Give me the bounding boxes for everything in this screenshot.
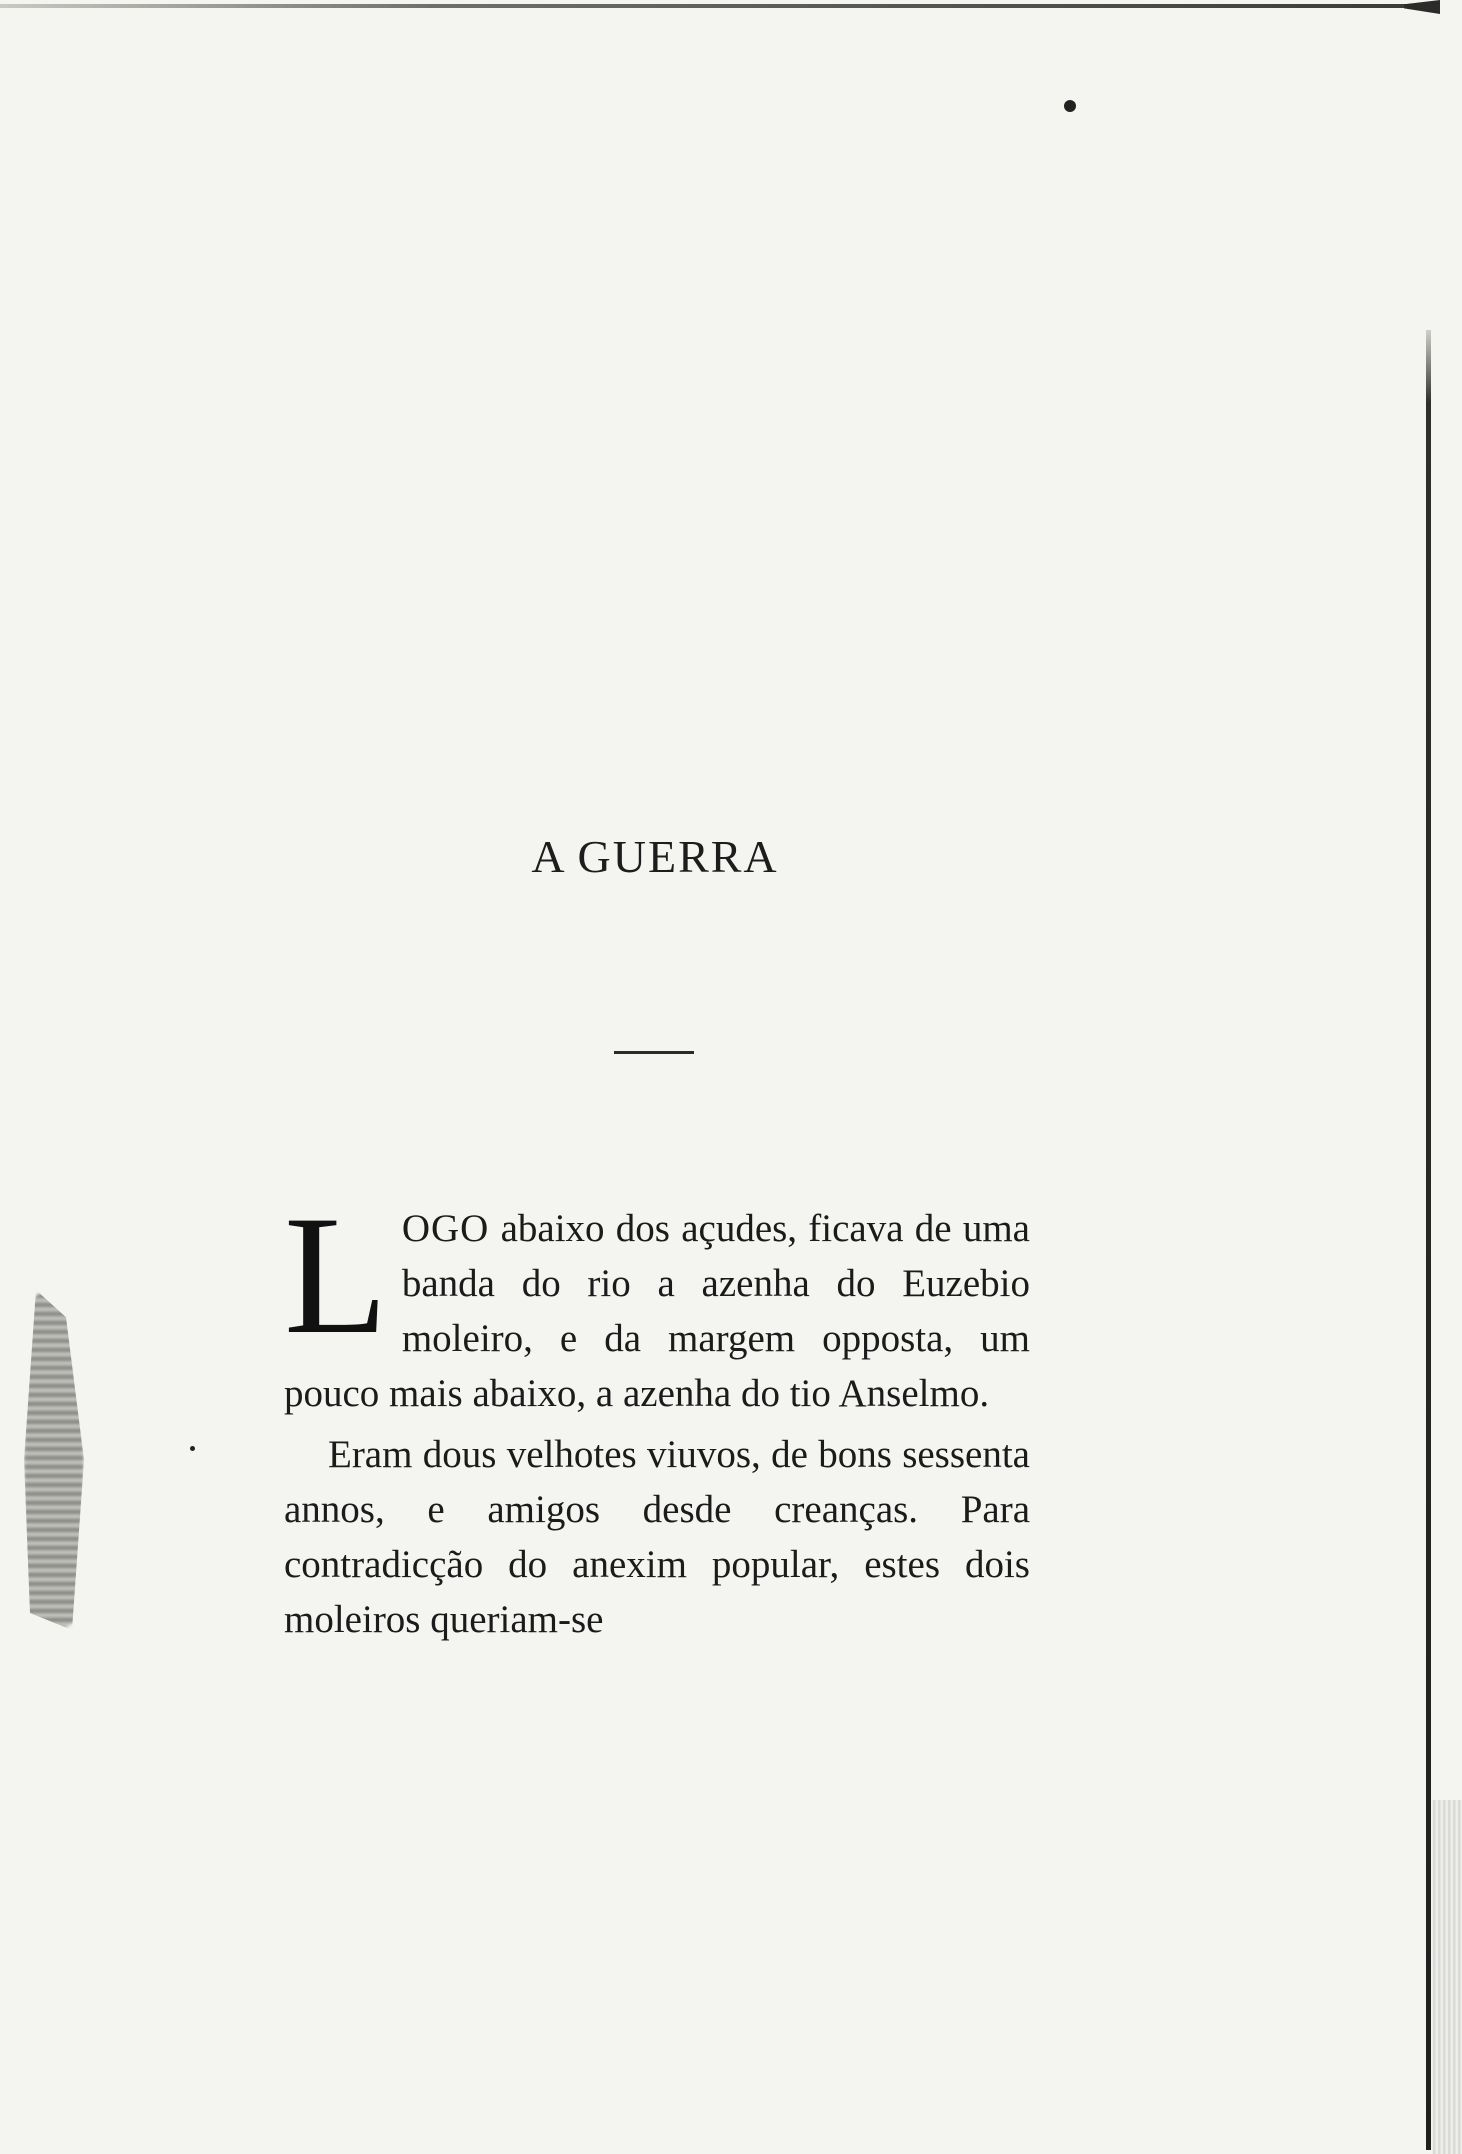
body-text: [284, 1181, 1030, 1647]
ink-speck: [1064, 100, 1076, 112]
scan-right-edge-shadow: [1432, 1800, 1462, 2154]
paragraph-2: Eram dous velhotes viuvos, de bons sessenta annos, e amigos desde creanças. Para contradicção do anexim popular, estes dois moleiros queriam-se: [284, 1433, 1030, 1641]
paragraph-1-text: abaixo dos açudes, ficava de uma banda do rio a azenha do Euzebio moleiro, e da margem opposta, um pouco mais abaixo, a azenha do tio Anselmo.: [284, 1207, 1030, 1415]
scan-right-edge: [1426, 330, 1431, 2150]
opening-word: OGO: [401, 1207, 490, 1250]
title-divider: [614, 1051, 694, 1054]
scan-top-edge: [0, 4, 1440, 8]
drop-cap: L: [284, 1181, 388, 1369]
scan-left-binding-shadow: [24, 1290, 84, 1630]
ink-speck: [190, 1446, 195, 1451]
paragraph-1: [284, 1181, 1030, 1421]
chapter-title: A GUERRA: [531, 831, 779, 882]
scan-top-edge-corner: [1404, 0, 1440, 14]
